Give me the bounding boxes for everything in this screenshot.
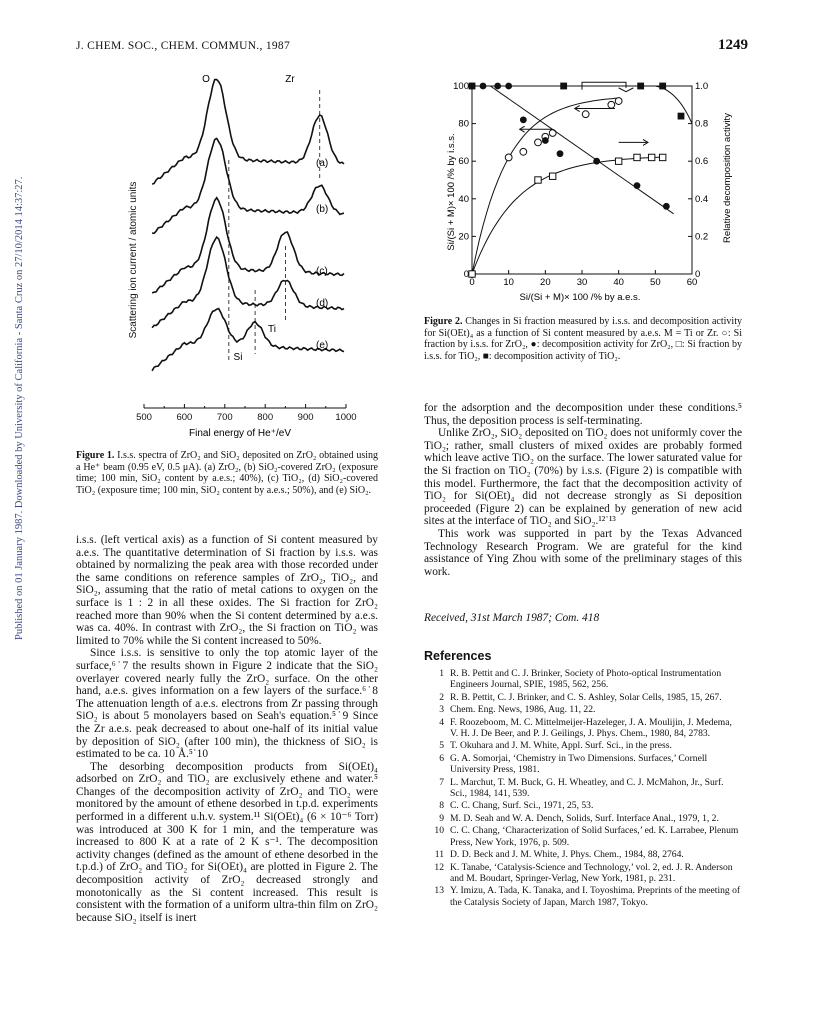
left-paragraph-1: i.s.s. (left vertical axis) as a function of Si content measured by a.e.s. The quantitative determination of Si fraction by i.s.s. was obtained by normalizing the peak area with those recorded under the same conditions on reference samples of ZrO₂, TiO₂, and SiO₂, assuming that the ratio of metal cations to oxygen on the surface is 1 : 2 in all these oxides. The Si fraction for ZrO₂ reached more than 90% when the Si content determined by a.e.s. was ca. 40%. In contrast with ZrO₂, the Si fraction on TiO₂ was limited to 70% while the Si content increased to 50%.: [76, 534, 378, 647]
fig2-point-filled-square: [659, 83, 666, 90]
fig2-x-tick-label: 40: [613, 277, 624, 288]
fig2-xlabel: Si/(Si + M)× 100 /% by a.e.s.: [519, 292, 641, 303]
fig1-x-tick-label: 700: [216, 412, 233, 423]
references-list: [424, 668, 742, 909]
reference-number: 2: [439, 691, 444, 703]
reference-item: [424, 825, 742, 848]
fig2-x-tick-label: 50: [650, 277, 661, 288]
fig2-y-tick-label: 80: [458, 118, 469, 130]
fig1-x-tick-label: 1000: [335, 412, 357, 423]
reference-number: 4: [439, 716, 444, 728]
fig2-point-open-circle: [615, 98, 622, 105]
journal-header: J. CHEM. SOC., CHEM. COMMUN., 1987: [76, 40, 291, 52]
fig1-x-tick-label: 900: [297, 412, 314, 423]
fig1-x-tick-label: 800: [257, 412, 274, 423]
download-banner-text: Published on 01 January 1987. Downloaded by University of California - Santa Cruz on 27/10/2014 14:37:27.: [14, 176, 25, 640]
fig2-ylabel-right: Relative decomposition activity: [722, 113, 733, 243]
fig1-xlabel: Final energy of He⁺/eV: [189, 428, 291, 439]
fig2-y2-tick-label: 1.0: [695, 81, 709, 92]
fig2-y-tick-label: 60: [458, 156, 469, 168]
fig1-label-a: (a): [316, 158, 329, 169]
reference-number: 7: [439, 776, 444, 788]
reference-text: M. D. Seah and W. A. Dench, Solids, Surf. Interface Anal., 1979, 1, 2.: [450, 812, 719, 824]
fig1-label-c: (c): [316, 266, 328, 277]
fig2-point-filled-circle: [593, 158, 600, 165]
references-heading: References: [424, 649, 492, 663]
fig2-y2-tick-label: 0.6: [695, 156, 709, 168]
fig1-label-d: (d): [316, 298, 329, 309]
fig2-point-filled-square: [637, 83, 644, 90]
reference-text: K. Tanabe, ‘Catalysis-Science and Technology,’ vol. 2, ed. J. R. Anderson and M. Boudart, Springer-Verlag, New York, 1981, p. 231.: [450, 861, 733, 884]
reference-number: 3: [439, 704, 444, 716]
reference-text: F. Roozeboom, M. C. Mittelmeijer-Hazeleger, J. A. Moulijin, J. Medema, V. H. J. De Beer, and P. J. Geilings, J. Phys. Chem., 1980, 84, 2783.: [450, 716, 732, 740]
reference-number: 11: [434, 849, 444, 861]
right-paragraph-1: for the adsorption and the decomposition under these conditions.⁵ Thus, the deposition process is self-terminating.: [424, 402, 742, 427]
reference-item: [424, 800, 742, 811]
reference-number: 6: [439, 752, 444, 764]
fig2-x-tick-label: 30: [576, 277, 588, 288]
reference-item: [424, 692, 742, 703]
left-paragraph-2: Since i.s.s. is sensitive to only the top atomic layer of the surface,⁶˙7 the results shown in Figure 2 indicate that the SiO₂ overlayer covered nearly fully the ZrO₂ surface. On the other hand, a.e.s. gives information on a few layers of the surface.⁶˙8 The attenuation length of a.e.s. electrons from Zr passing through SiO₂ is about 5 monolayers based on Seah's equation.⁵˙9 Since the Zr a.e.s. peak decreased to about one-half of its initial value by deposition of SiO₂ (after 100 min), the thickness of SiO₂ is estimated to be ca. 10 Å.⁵˙10: [76, 647, 378, 761]
fig2-point-filled-circle: [634, 182, 641, 189]
reference-text: C. C. Chang, ‘Characterization of Solid Surfaces,’ ed. K. Larrabee, Plenum Press, New York, 1976, p. 509.: [450, 825, 739, 848]
figure2-caption-title: Figure 2.: [424, 316, 463, 327]
fig1-peak-zr: Zr: [285, 74, 295, 85]
download-banner: [2, 40, 25, 640]
fig2-x-tick-label: 60: [686, 277, 698, 288]
reference-number: 9: [439, 812, 444, 824]
fig2-curve: [472, 86, 692, 124]
reference-text: T. Okuhara and J. M. White, Appl. Surf. Sci., in the press.: [450, 740, 672, 752]
fig2-point-open-circle: [582, 111, 589, 118]
fig2-point-filled-circle: [557, 150, 564, 157]
fig2-x-tick-label: 0: [469, 277, 475, 288]
fig2-point-open-square: [615, 158, 621, 164]
figure2-chart: [400, 60, 733, 310]
fig1-spectrum-b: [152, 138, 344, 233]
fig2-point-filled-square: [560, 83, 567, 90]
reference-text: R. B. Pettit, C. J. Brinker, and C. S. Ashley, Solar Cells, 1985, 15, 267.: [450, 691, 722, 703]
reference-text: Y. Imizu, A. Tada, K. Tanaka, and I. Toyoshima. Preprints of the meeting of the Catalysis Society of Japan, March 1987, Tokyo.: [450, 885, 741, 908]
fig2-point-open-circle: [520, 148, 527, 155]
fig2-point-filled-square: [469, 83, 476, 90]
reference-text: Chem. Eng. News, 1986, Aug. 11, 22.: [450, 704, 596, 716]
fig2-point-filled-circle: [542, 137, 549, 144]
fig2-point-filled-circle: [520, 116, 527, 123]
reference-item: [424, 849, 742, 860]
reference-number: 13: [434, 885, 444, 897]
reference-item: [424, 753, 742, 776]
page-number: 1249: [718, 37, 748, 53]
reference-text: R. B. Pettit and C. J. Brinker, Society of Photo-optical Instrumentation Engineers Journal, SPIE, 1985, 562, 256.: [450, 668, 722, 691]
reference-number: 12: [434, 861, 444, 873]
reference-item: [424, 740, 742, 751]
reference-item: [424, 862, 742, 885]
figure1-caption-text: I.s.s. spectra of ZrO₂ and SiO₂ deposited on ZrO₂ obtained using a He⁺ beam (0.95 eV, 0.5 μA). (a) ZrO₂, (b) SiO₂-covered ZrO₂ (exposure time; 100 min, SiO₂ content by a.e.s.; 40%), (c) TiO₂, (d) SiO₂-covered TiO₂ (exposure time; 100 min, SiO₂ content by a.e.s.; 50%), and (e) SiO₂.: [76, 450, 378, 496]
fig1-peak-o: O: [202, 74, 210, 85]
fig2-point-open-square: [648, 154, 654, 160]
fig2-curve: [490, 86, 673, 214]
fig1-ylabel: Scattering ion current / atomic units: [128, 181, 139, 339]
reference-number: 10: [434, 825, 444, 837]
fig2-y-tick-label: 20: [458, 231, 469, 243]
right-column: [424, 402, 742, 578]
fig2-y2-tick-label: 0: [695, 269, 701, 280]
fig2-point-open-square: [535, 177, 541, 183]
figure2-caption: [424, 316, 742, 362]
reference-text: D. D. Beck and J. M. White, J. Phys. Chem., 1984, 88, 2764.: [450, 849, 684, 861]
fig1-x-tick-label: 500: [136, 412, 152, 423]
figure1-caption-title: Figure 1.: [76, 450, 115, 461]
reference-item: [424, 704, 742, 715]
reference-text: G. A. Somorjai, ‘Chemistry in Two Dimensions. Surfaces,’ Cornell University Press, 1981.: [450, 752, 708, 776]
fig1-label-e: (e): [316, 340, 329, 351]
reference-text: L. Marchut, T. M. Buck, G. H. Wheatley, and C. J. McMahon, Jr., Surf. Sci., 1984, 141, 539.: [450, 776, 724, 800]
figure1-caption: [76, 450, 378, 496]
fig2-point-open-circle: [535, 139, 542, 146]
reference-item: [424, 813, 742, 824]
reference-text: C. C. Chang, Surf. Sci., 1971, 25, 53.: [450, 800, 594, 812]
fig2-y2-tick-label: 0.4: [695, 193, 709, 205]
received-line: Received, 31st March 1987; Com. 418: [424, 612, 600, 624]
fig2-arrow-head: [619, 88, 634, 92]
fig1-label-b: (b): [316, 204, 329, 215]
reference-item: [424, 777, 742, 800]
fig1-peak-si: Si: [233, 352, 243, 363]
fig2-y2-tick-label: 0.2: [695, 231, 709, 243]
reference-number: 1: [439, 668, 444, 679]
fig1-peak-ti: Ti: [268, 324, 276, 335]
left-paragraph-3: The desorbing decomposition products from Si(OEt)₄ adsorbed on ZrO₂ and TiO₂ are exclusively ethene and water.⁵ Changes of the decomposition activity of ZrO₂ and TiO₂ were monitored by the amount of ethene desorbed in t.p.d. experiments performed in a different u.h.v. system.¹¹ Si(OEt)₄ (6 × 10⁻⁶ Torr) was introduced at 300 K for 1 min, and the temperature was increased to 800 K at a rate of 2 K s⁻¹. The decomposition activity changes (defined as the amount of ethene desorbed in the t.p.d.) of ZrO₂ and TiO₂ for Si(OEt)₄ are plotted in Figure 2. The decomposition activity of ZrO₂ decreased strongly and monotonically as the Si content increased. This result is consistent with the formation of a uniform ultra-thin film on ZrO₂ because SiO₂ itself is inert: [76, 760, 378, 924]
reference-item: [424, 717, 742, 740]
reference-number: 8: [439, 800, 444, 812]
fig2-point-open-square: [634, 154, 640, 160]
fig2-y-tick-label: 40: [458, 193, 469, 205]
reference-number: 5: [439, 740, 444, 752]
fig2-point-open-square: [469, 271, 475, 277]
fig2-y2-tick-label: 0.8: [695, 118, 709, 130]
fig1-x-tick-label: 600: [176, 412, 193, 423]
left-column: [76, 534, 378, 924]
right-paragraph-2: Unlike ZrO₂, SiO₂ deposited on TiO₂ does not uniformly cover the TiO₂; rather, small clusters of mixed oxides are probably formed which leave active TiO₂ on the surface. The lower saturated value for the Si fraction on TiO₂ (70%) by i.s.s. (Figure 2) is compatible with this model. Furthermore, the fact that the decomposition activity of TiO₂ for Si(OEt)₄ did not decrease strongly as Si deposition proceeded (Figure 2) can be explained by generation of new acid sites at the interface of TiO₂ and SiO₂.¹²˙¹³: [424, 427, 742, 528]
fig2-point-filled-circle: [663, 203, 670, 210]
fig1-spectrum-d: [152, 237, 344, 328]
fig2-y-tick-label: 100: [453, 81, 469, 92]
fig2-y-tick-label: 0: [463, 269, 469, 280]
fig2-point-filled-square: [678, 113, 685, 120]
fig2-ylabel-left: Si/(Si + M)× 100 /% by i.s.s.: [446, 133, 457, 251]
fig2-point-open-square: [659, 154, 665, 160]
fig2-x-tick-label: 20: [540, 277, 551, 288]
fig2-point-open-circle: [505, 154, 512, 161]
reference-item: [424, 668, 742, 691]
fig2-point-open-circle: [608, 101, 615, 108]
reference-item: [424, 885, 742, 908]
fig2-x-tick-label: 10: [503, 277, 514, 288]
figure1-spectra-chart: [120, 60, 375, 450]
figure2-caption-text: Changes in Si fraction measured by i.s.s. and decomposition activity for Si(OEt)₄ as a function of Si content measured by a.e.s. M = Ti or Zr. ○: Si fraction by i.s.s. for ZrO₂, ●: decomposition activity for ZrO₂, □: Si fraction by i.s.s. for TiO₂, ■: decomposition activity of TiO₂.: [424, 316, 742, 362]
fig2-point-open-square: [549, 173, 555, 179]
right-paragraph-3: This work was supported in part by the Texas Advanced Technology Research Program. We are grateful for the kind assistance of Ying Zhou with some of the preliminary stages of this work.: [424, 527, 742, 578]
